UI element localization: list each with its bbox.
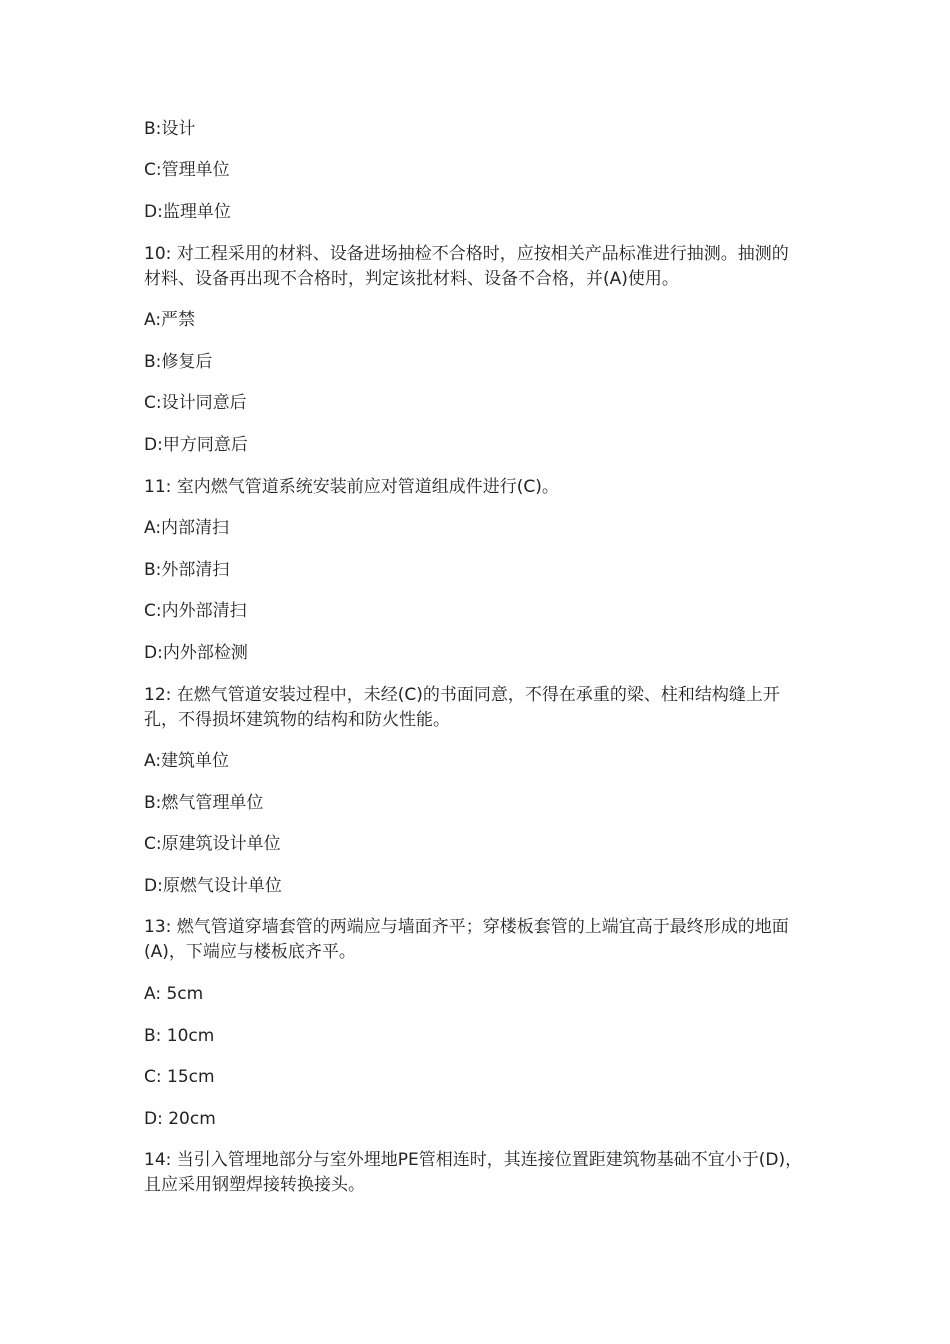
question-14: 14: 当引入管埋地部分与室外埋地PE管相连时，其连接位置距建筑物基础不宜小于(D)，且应采用钢塑焊接转换接头。 <box>144 1150 803 1195</box>
option-b-q11: B:外部清扫 <box>144 560 230 580</box>
option-d-q9: D:监理单位 <box>144 202 231 222</box>
option-c-q9: C:管理单位 <box>144 160 230 180</box>
option-a-q13: A: 5cm <box>144 984 204 1004</box>
option-b-q12: B:燃气管理单位 <box>144 793 264 813</box>
option-d-q13: D: 20cm <box>144 1109 216 1129</box>
option-b-q10: B:修复后 <box>144 352 213 372</box>
question-10: 10: 对工程采用的材料、设备进场抽检不合格时，应按相关产品标准进行抽测。抽测的材料、设备再出现不合格时，判定该批材料、设备不合格，并(A)使用。 <box>144 244 789 289</box>
option-d-q12: D:原燃气设计单位 <box>144 876 282 896</box>
option-d-q10: D:甲方同意后 <box>144 435 248 455</box>
option-a-q10: A:严禁 <box>144 310 196 330</box>
question-13: 13: 燃气管道穿墙套管的两端应与墙面齐平；穿楼板套管的上端宜高于最终形成的地面(A)，下端应与楼板底齐平。 <box>144 917 789 962</box>
option-b-q13: B: 10cm <box>144 1026 215 1046</box>
question-12: 12: 在燃气管道安装过程中，未经(C)的书面同意，不得在承重的梁、柱和结构缝上开孔，不得损坏建筑物的结构和防火性能。 <box>144 685 780 730</box>
option-c-q12: C:原建筑设计单位 <box>144 834 281 854</box>
question-11: 11: 室内燃气管道系统安装前应对管道组成件进行(C)。 <box>144 477 559 497</box>
option-d-q11: D:内外部检测 <box>144 643 248 663</box>
option-a-q11: A:内部清扫 <box>144 518 230 538</box>
option-c-q11: C:内外部清扫 <box>144 601 247 621</box>
option-a-q12: A:建筑单位 <box>144 751 230 771</box>
option-b-q9: B:设计 <box>144 119 196 139</box>
option-c-q10: C:设计同意后 <box>144 393 247 413</box>
option-c-q13: C: 15cm <box>144 1067 215 1087</box>
